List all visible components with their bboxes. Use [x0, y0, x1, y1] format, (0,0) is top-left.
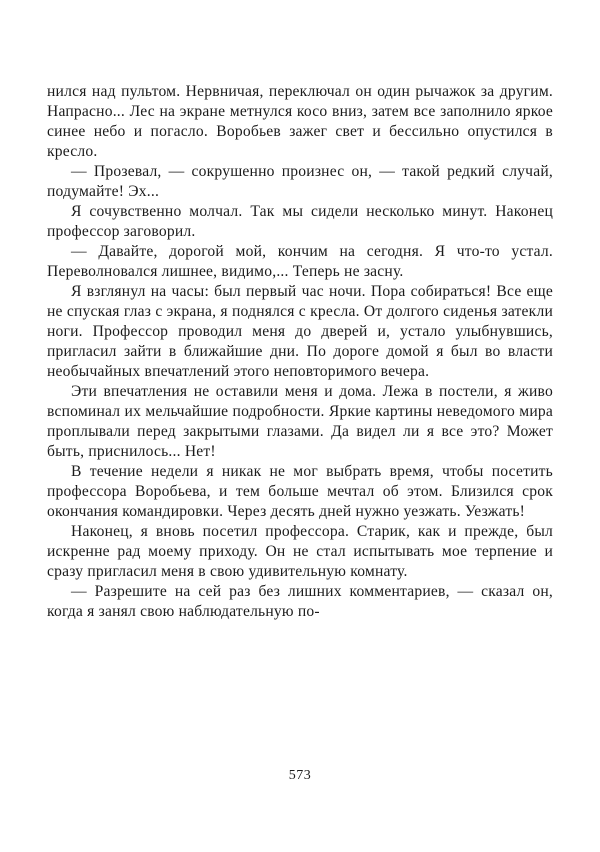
paragraph: Я сочувственно молчал. Так мы сидели несколько минут. Наконец профессор заговорил. [47, 203, 553, 240]
paragraph: В течение недели я никак не мог выбрать время, чтобы посетить профессора Воробьева, и тем больше мечтал об этом. Близился срок окончания командировки. Через десять дней нужно уезжать. Уезжать! [47, 463, 553, 520]
paragraph: — Разрешите на сей раз без лишних комментариев, — сказал он, когда я занял свою наблюдательную по- [47, 583, 553, 620]
paragraph: Эти впечатления не оставили меня и дома. Лежа в постели, я живо вспоминал их мельчайшие подробности. Яркие картины неведомого мира проплывали перед закрытыми глазами. Да видел ли я все это? Может быть, приснилось... Нет! [47, 383, 553, 460]
paragraph: Я взглянул на часы: был первый час ночи. Пора собираться! Все еще не спуская глаз с экрана, я поднялся с кресла. От долгого сиденья затекли ноги. Профессор проводил меня до дверей и, устало улыбнувшись, пригласил зайти в ближайшие дни. По дороге домой я был во власти необычайных впечатлений этого неповторимого вечера. [47, 283, 553, 380]
paragraph: Наконец, я вновь посетил профессора. Старик, как и прежде, был искренне рад моему приходу. Он не стал испытывать мое терпение и сразу пригласил меня в свою удивительную комнату. [47, 523, 553, 580]
paragraph: — Давайте, дорогой мой, кончим на сегодня. Я что-то устал. Переволновался лишнее, видимо,... Теперь не засну. [47, 243, 553, 280]
paragraph: — Прозевал, — сокрушенно произнес он, — такой редкий случай, подумайте! Эх... [47, 163, 553, 200]
paragraph: нился над пультом. Нервничая, переключал он один рычажок за другим. Напрасно... Лес на экране метнулся косо вниз, затем все заполнило яркое синее небо и погасло. Воробьев зажег свет и бессильно опустился в кресло. [47, 83, 553, 160]
page-text [47, 82, 553, 622]
page-number: 573 [288, 768, 312, 783]
